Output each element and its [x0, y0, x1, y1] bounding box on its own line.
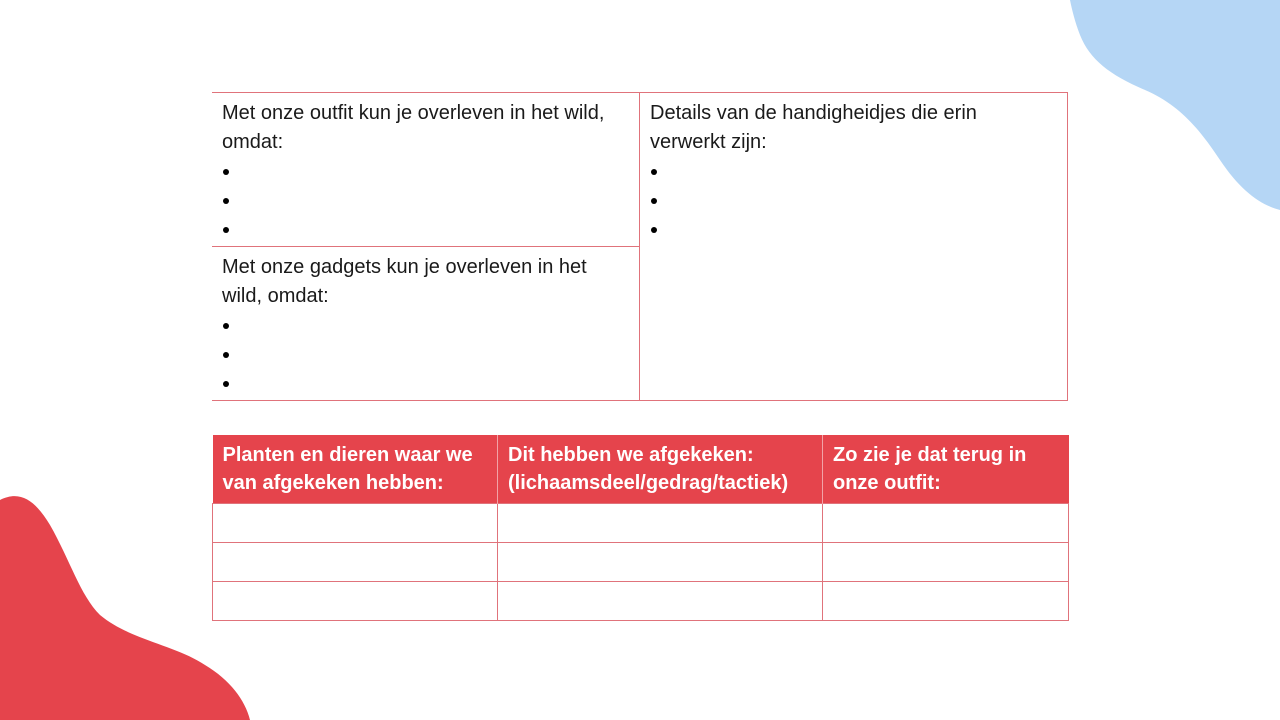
table-cell[interactable] [213, 504, 498, 543]
bullet-item[interactable] [222, 157, 630, 186]
bullet-item[interactable] [222, 340, 630, 369]
table-header-row [213, 435, 1069, 504]
table-row [213, 582, 1069, 621]
outfit-bullet-list [222, 157, 630, 244]
bottom-worksheet-table [212, 435, 1069, 621]
outfit-survival-cell[interactable] [212, 93, 640, 246]
table-cell[interactable] [498, 543, 823, 582]
table-row [213, 504, 1069, 543]
top-worksheet-table [212, 92, 1068, 401]
bullet-icon [223, 169, 229, 175]
bullet-icon [223, 198, 229, 204]
outfit-survival-label: Met onze outfit kun je overleven in het wild, omdat: [222, 102, 605, 153]
header-outfit-reflection: Zo zie je dat terug in onze outfit: [823, 435, 1069, 504]
bullet-item[interactable] [650, 157, 1057, 186]
table-cell[interactable] [213, 582, 498, 621]
bullet-icon [223, 352, 229, 358]
table-cell[interactable] [498, 582, 823, 621]
bullet-icon [223, 381, 229, 387]
gadgets-bullet-list [222, 311, 630, 398]
details-cell[interactable] [640, 93, 1067, 400]
details-label: Details van de handigheidjes die erin verwerkt zijn: [650, 102, 977, 153]
bullet-item[interactable] [222, 215, 630, 244]
table-cell[interactable] [823, 543, 1069, 582]
gadgets-survival-cell[interactable] [212, 247, 640, 401]
table-cell[interactable] [498, 504, 823, 543]
table-cell[interactable] [823, 504, 1069, 543]
bullet-icon [651, 227, 657, 233]
header-copied-traits: Dit hebben we afgekeken: (lichaamsdeel/gedrag/tactiek) [498, 435, 823, 504]
gadgets-survival-label: Met onze gadgets kun je overleven in het wild, omdat: [222, 256, 587, 307]
bullet-item[interactable] [222, 369, 630, 398]
bullet-icon [223, 227, 229, 233]
table-row [213, 543, 1069, 582]
bullet-icon [651, 198, 657, 204]
bullet-item[interactable] [650, 186, 1057, 215]
header-plants-animals: Planten en dieren waar we van afgekeken hebben: [213, 435, 498, 504]
bullet-icon [223, 323, 229, 329]
table-cell[interactable] [823, 582, 1069, 621]
details-bullet-list [650, 157, 1057, 244]
bullet-item[interactable] [222, 311, 630, 340]
bullet-icon [651, 169, 657, 175]
blue-decorative-shape [1070, 0, 1280, 210]
table-right-border [1067, 93, 1068, 400]
bullet-item[interactable] [650, 215, 1057, 244]
bullet-item[interactable] [222, 186, 630, 215]
table-cell[interactable] [213, 543, 498, 582]
